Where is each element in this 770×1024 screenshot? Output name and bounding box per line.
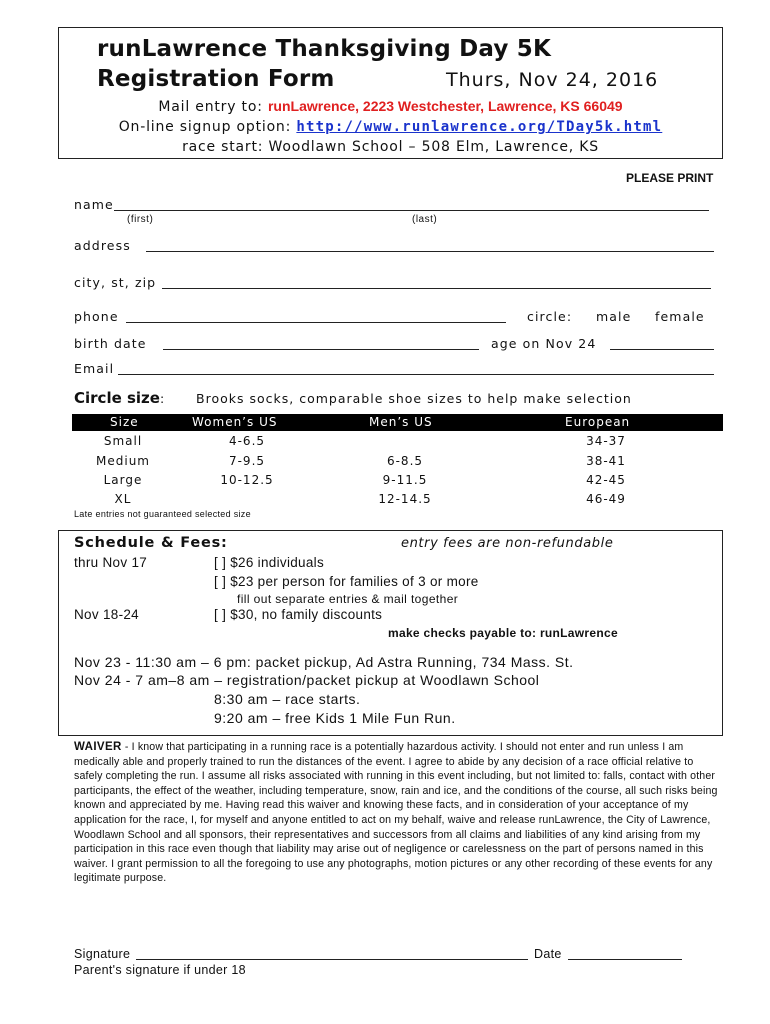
circle-size-title: Circle size xyxy=(74,389,160,407)
form-subtitle: Registration Form xyxy=(97,66,335,92)
mail-entry-label: Mail entry to: xyxy=(158,99,268,115)
schedule-line-race-start: 8:30 am – race starts. xyxy=(214,691,361,707)
waiver-title: WAIVER xyxy=(74,741,122,753)
male-option[interactable]: male xyxy=(596,309,632,324)
table-cell: 42-45 xyxy=(586,473,626,487)
race-start-line: race start: Woodlawn School – 508 Elm, Lawrence, KS xyxy=(182,139,599,155)
schedule-line-packet-pickup: Nov 23 - 11:30 am – 6 pm: packet pickup, Ad Astra Running, 734 Mass. St. xyxy=(74,654,574,670)
online-signup-line xyxy=(58,119,723,135)
female-option[interactable]: female xyxy=(655,309,705,324)
waiver-text xyxy=(74,740,722,886)
thru-nov17-label: thru Nov 17 xyxy=(74,555,148,570)
date-label: Date xyxy=(534,947,562,961)
online-signup-label: On-line signup option: xyxy=(118,119,297,135)
online-signup-link[interactable]: http://www.runlawrence.org/TDay5k.html xyxy=(296,119,663,135)
email-field[interactable] xyxy=(118,374,714,375)
table-cell: Small xyxy=(103,434,143,448)
table-cell: 34-37 xyxy=(586,434,626,448)
birth-date-label: birth date xyxy=(74,336,147,351)
fee-individual-option[interactable]: [ ] $26 individuals xyxy=(214,555,325,570)
table-cell: 6-8.5 xyxy=(386,454,424,468)
birth-date-field[interactable] xyxy=(163,349,479,350)
checks-payable: make checks payable to: runLawrence xyxy=(388,626,618,640)
schedule-title: Schedule & Fees: xyxy=(74,535,228,551)
table-cell: 10-12.5 xyxy=(220,473,274,487)
phone-label: phone xyxy=(74,309,119,324)
schedule-line-registration: Nov 24 - 7 am–8 am – registration/packet pickup at Woodlawn School xyxy=(74,672,540,688)
first-name-label: (first) xyxy=(127,214,154,225)
table-cell: 4-6.5 xyxy=(228,434,266,448)
date-field[interactable] xyxy=(568,959,682,960)
womens-col-header: Women’s US xyxy=(192,415,278,429)
city-label: city, st, zip xyxy=(74,275,157,290)
mail-entry-line xyxy=(58,98,723,115)
address-field[interactable] xyxy=(146,251,714,252)
fee-family-option[interactable]: [ ] $23 per person for families of 3 or more xyxy=(214,574,479,589)
name-label: name xyxy=(74,197,114,212)
name-field[interactable] xyxy=(114,210,709,211)
race-date: Thurs, Nov 24, 2016 xyxy=(446,69,659,91)
circle-label: circle: xyxy=(527,309,573,324)
european-col-header: European xyxy=(565,415,631,429)
address-label: address xyxy=(74,238,131,253)
please-print: PLEASE PRINT xyxy=(626,171,714,185)
signature-field[interactable] xyxy=(136,959,528,960)
age-field[interactable] xyxy=(610,349,714,350)
email-label: Email xyxy=(74,361,115,376)
mens-col-header: Men’s US xyxy=(369,415,433,429)
circle-size-description: Brooks socks, comparable shoe sizes to help make selection xyxy=(196,391,632,406)
signature-label: Signature xyxy=(74,947,131,961)
table-cell: Medium xyxy=(96,454,150,468)
fees-note: entry fees are non-refundable xyxy=(401,536,614,551)
circle-size-heading xyxy=(74,389,165,408)
table-cell: 7-9.5 xyxy=(228,454,266,468)
size-col-header: Size xyxy=(110,415,139,429)
table-cell: XL xyxy=(114,492,132,506)
waiver-body: - I know that participating in a running race is a potentially hazardous activity. I should not enter and run unless I am medically able and properly trained to run the distances of the event. I agree to abide by any decision of a race official relative to safely completing the run. I assume all risks associated with running in this event including, but not limited to: falls, contact with other participants, the effect of the weather, including temperature, snow, rain and ice, and the conditions of the course, all such risks being known and appreciated by me. Having read this waiver and knowing these facts, and in consideration of your acceptance of my application for the race, I, for myself and anyone entitled to act on my behalf, waive and release runLawrence, the City of Lawrence, Woodlawn School and all sponsors, their representatives and successors from all claims and liabilities of any kind arising from my participation in this race even though that liability may arise out of negligence or carelessness on the part of persons named in this waiver. I grant permission to all the foregoing to use any photographs, motion pictures or any other recording of these events for any legitimate purpose. xyxy=(74,741,718,885)
table-cell: 12-14.5 xyxy=(378,492,432,506)
mail-address: runLawrence, 2223 Westchester, Lawrence, KS 66049 xyxy=(267,98,623,114)
parent-signature-label: Parent's signature if under 18 xyxy=(74,963,246,977)
phone-field[interactable] xyxy=(126,322,506,323)
table-cell: Large xyxy=(103,473,143,487)
table-cell: 9-11.5 xyxy=(382,473,428,487)
late-entries-note: Late entries not guaranteed selected size xyxy=(74,509,251,519)
late-fee-label: Nov 18-24 xyxy=(74,607,139,622)
family-note: fill out separate entries & mail together xyxy=(237,592,459,606)
age-label: age on Nov 24 xyxy=(491,336,597,351)
circle-size-colon: : xyxy=(159,391,166,406)
city-field[interactable] xyxy=(162,288,711,289)
table-cell: 38-41 xyxy=(586,454,626,468)
last-name-label: (last) xyxy=(412,214,438,225)
fee-late-option[interactable]: [ ] $30, no family discounts xyxy=(214,607,383,622)
schedule-line-kids-run: 9:20 am – free Kids 1 Mile Fun Run. xyxy=(214,710,456,726)
form-title: runLawrence Thanksgiving Day 5K xyxy=(97,36,552,62)
table-cell: 46-49 xyxy=(586,492,626,506)
